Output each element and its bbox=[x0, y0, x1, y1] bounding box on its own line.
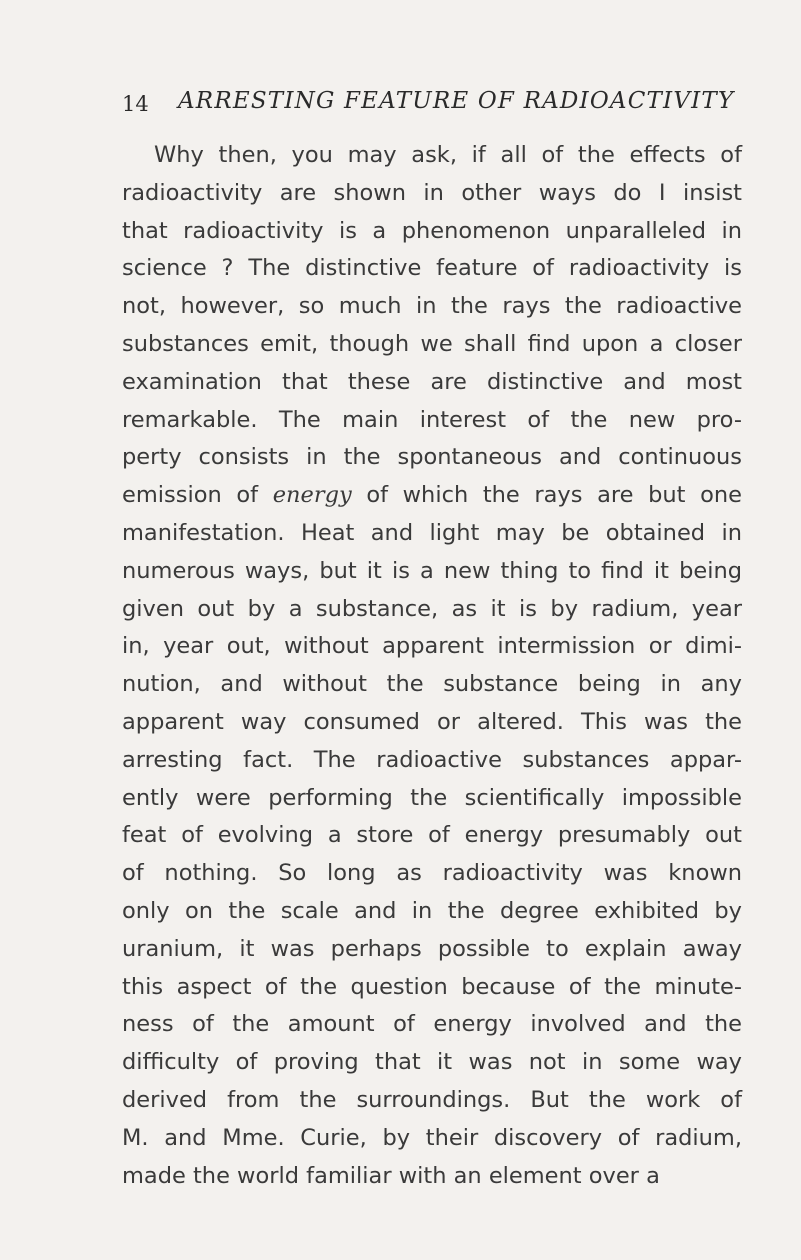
text-line: Why then, you may ask, if all of the effects of bbox=[154, 142, 742, 168]
text-line: in, year out, without apparent intermission or dimi- bbox=[122, 633, 742, 660]
text-segment: emission of bbox=[122, 482, 273, 509]
text-line: that radioactivity is a phenomenon unparalleled in bbox=[122, 217, 742, 244]
running-title: ARRESTING FEATURE OF RADIOACTIVITY bbox=[178, 88, 735, 114]
text-line: this aspect of the question because of the minute- bbox=[122, 973, 742, 1000]
text-line: examination that these are distinctive and most bbox=[122, 368, 742, 395]
text-line: science ? The distinctive feature of radioactivity is bbox=[122, 255, 742, 282]
text-line: given out by a substance, as it is by radium, year bbox=[122, 595, 742, 622]
running-head bbox=[122, 88, 742, 122]
text-line-with-emphasis bbox=[122, 477, 742, 515]
text-line: of nothing. So long as radioactivity was known bbox=[122, 860, 742, 887]
text-line: apparent way consumed or altered. This was the bbox=[122, 708, 742, 735]
text-line: remarkable. The main interest of the new pro- bbox=[122, 406, 742, 433]
body-paragraph bbox=[122, 137, 742, 1195]
page-number: 14 bbox=[122, 92, 149, 116]
text-line: uranium, it was perhaps possible to explain away bbox=[122, 935, 742, 962]
text-line: difficulty of proving that it was not in some way bbox=[122, 1049, 742, 1076]
text-line: radioactivity are shown in other ways do I insist bbox=[122, 179, 742, 206]
text-line: made the world familiar with an element over a bbox=[122, 1162, 660, 1189]
text-line: numerous ways, but it is a new thing to find it being bbox=[122, 557, 742, 584]
emphasis-energy: energy bbox=[272, 482, 352, 509]
text-line: arresting fact. The radioactive substances appar- bbox=[122, 746, 742, 773]
text-line: not, however, so much in the rays the radioactive bbox=[122, 293, 742, 320]
text-line: substances emit, though we shall find upon a closer bbox=[122, 330, 742, 357]
text-line: only on the scale and in the degree exhibited by bbox=[122, 897, 742, 924]
text-line: manifestation. Heat and light may be obtained in bbox=[122, 519, 742, 546]
text-line: M. and Mme. Curie, by their discovery of radium, bbox=[122, 1124, 742, 1151]
text-line: derived from the surroundings. But the work of bbox=[122, 1086, 742, 1113]
text-line: ness of the amount of energy involved and the bbox=[122, 1011, 742, 1038]
text-line: nution, and without the substance being in any bbox=[122, 671, 742, 698]
text-line: perty consists in the spontaneous and continuous bbox=[122, 444, 742, 471]
text-segment: of which the rays are but one bbox=[351, 482, 742, 509]
text-line: ently were performing the scientifically impossible bbox=[122, 784, 742, 811]
text-line: feat of evolving a store of energy presumably out bbox=[122, 822, 742, 849]
